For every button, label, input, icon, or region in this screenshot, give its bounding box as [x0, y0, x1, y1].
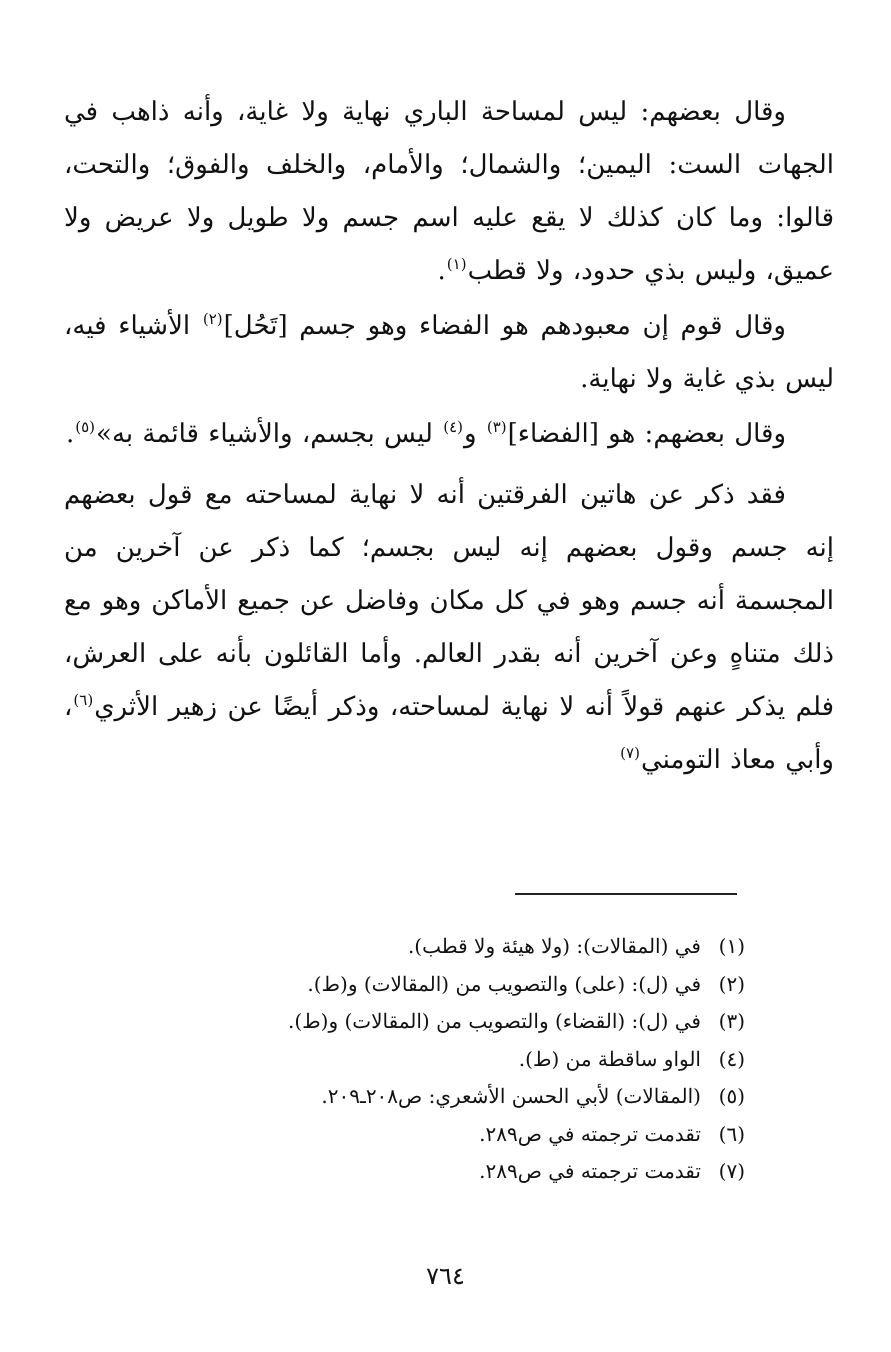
footnote-number: (١) — [718, 934, 745, 958]
footnote-ref-4: (٤) — [443, 418, 463, 437]
footnote-7 — [105, 1153, 745, 1191]
paragraph-3-text-b: و — [464, 419, 486, 449]
paragraph-3-text-a: وقال بعضهم: هو [الفضاء] — [507, 419, 786, 449]
paragraph-3-end: . — [65, 419, 75, 449]
paragraph-4-text: فقد ذكر عن هاتين الفرقتين أنه لا نهاية لمساحته مع قول بعضهم إنه جسم وقول بعضهم إنه ليس بجسم؛ كما ذكر عن آخرين من المجسمة أنه جسم وهو في كل مكان وفاضل عن جميع الأماكن وهو مع ذلك متناهٍ وعن آخرين أنه بقدر العالم. وأما القائلون بأنه على العرش، فلم يذكر عنهم قولاً أنه لا نهاية لمساحته، وذكر أيضًا عن زهير الأثري — [64, 480, 834, 722]
paragraph-4-text-middle: ، وأبي معاذ التومني — [64, 692, 834, 775]
footnote-ref-5: (٥) — [75, 418, 96, 437]
footnote-1 — [105, 928, 745, 966]
footnote-2 — [105, 966, 745, 1004]
main-text — [64, 86, 834, 787]
paragraph-2 — [64, 300, 834, 406]
footnote-text: في (ل): (على) والتصويب من (المقالات) و(ط). — [307, 971, 701, 996]
footnote-4 — [105, 1041, 745, 1079]
footnote-text: في (ل): (القضاء) والتصويب من (المقالات) و(ط). — [287, 1009, 701, 1033]
footnote-number: (٤) — [718, 1046, 745, 1071]
footnote-text: تقدمت ترجمته في ص٢٨٩. — [479, 1159, 701, 1183]
footnote-3 — [105, 1003, 745, 1041]
footnote-number: (٢) — [718, 971, 745, 996]
footnote-6 — [105, 1116, 745, 1154]
footnote-text: الواو ساقطة من (ط). — [518, 1046, 701, 1071]
paragraph-3-text-c: ليس بجسم، والأشياء قائمة به» — [96, 419, 443, 449]
footnote-number: (٥) — [718, 1084, 745, 1108]
footnote-ref-1: (١) — [446, 255, 467, 274]
footnote-text: (المقالات) لأبي الحسن الأشعري: ص٢٠٨ـ٢٠٩. — [321, 1084, 701, 1108]
footnote-ref-2: (٢) — [202, 310, 223, 329]
footnote-number: (٧) — [718, 1159, 745, 1183]
footnote-text: في (المقالات): (ولا هيئة ولا قطب). — [407, 934, 701, 958]
paragraph-1-text: وقال بعضهم: ليس لمساحة الباري نهاية ولا غاية، وأنه ذاهب في الجهات الست: اليمين؛ والشمال؛ والأمام، والخلف والفوق؛ والتحت، قالوا: وما كان كذلك لا يقع عليه اسم جسم ولا طويل ولا عريض ولا عميق، وليس بذي حدود، ولا قطب — [64, 97, 834, 286]
footnotes — [105, 928, 745, 1191]
paragraph-2-text: وقال قوم إن معبودهم هو الفضاء وهو جسم [تَحُل] — [223, 311, 786, 341]
paragraph-1 — [64, 86, 834, 298]
footnote-number: (٣) — [718, 1009, 745, 1033]
footnote-ref-3: (٣) — [486, 418, 507, 437]
footnote-text: تقدمت ترجمته في ص٢٨٩. — [479, 1121, 701, 1146]
page-number: ٧٦٤ — [426, 1262, 465, 1290]
paragraph-2-text-end: الأشياء فيه، ليس بذي غاية ولا نهاية. — [64, 311, 834, 394]
footnote-ref-7: (٧) — [620, 744, 640, 763]
paragraph-3 — [64, 408, 834, 461]
footnote-separator — [515, 893, 737, 895]
paragraph-1-end: . — [437, 256, 446, 286]
footnote-ref-6: (٦) — [73, 691, 94, 710]
footnote-number: (٦) — [718, 1121, 745, 1146]
paragraph-4 — [64, 469, 834, 787]
footnote-5 — [105, 1078, 745, 1116]
